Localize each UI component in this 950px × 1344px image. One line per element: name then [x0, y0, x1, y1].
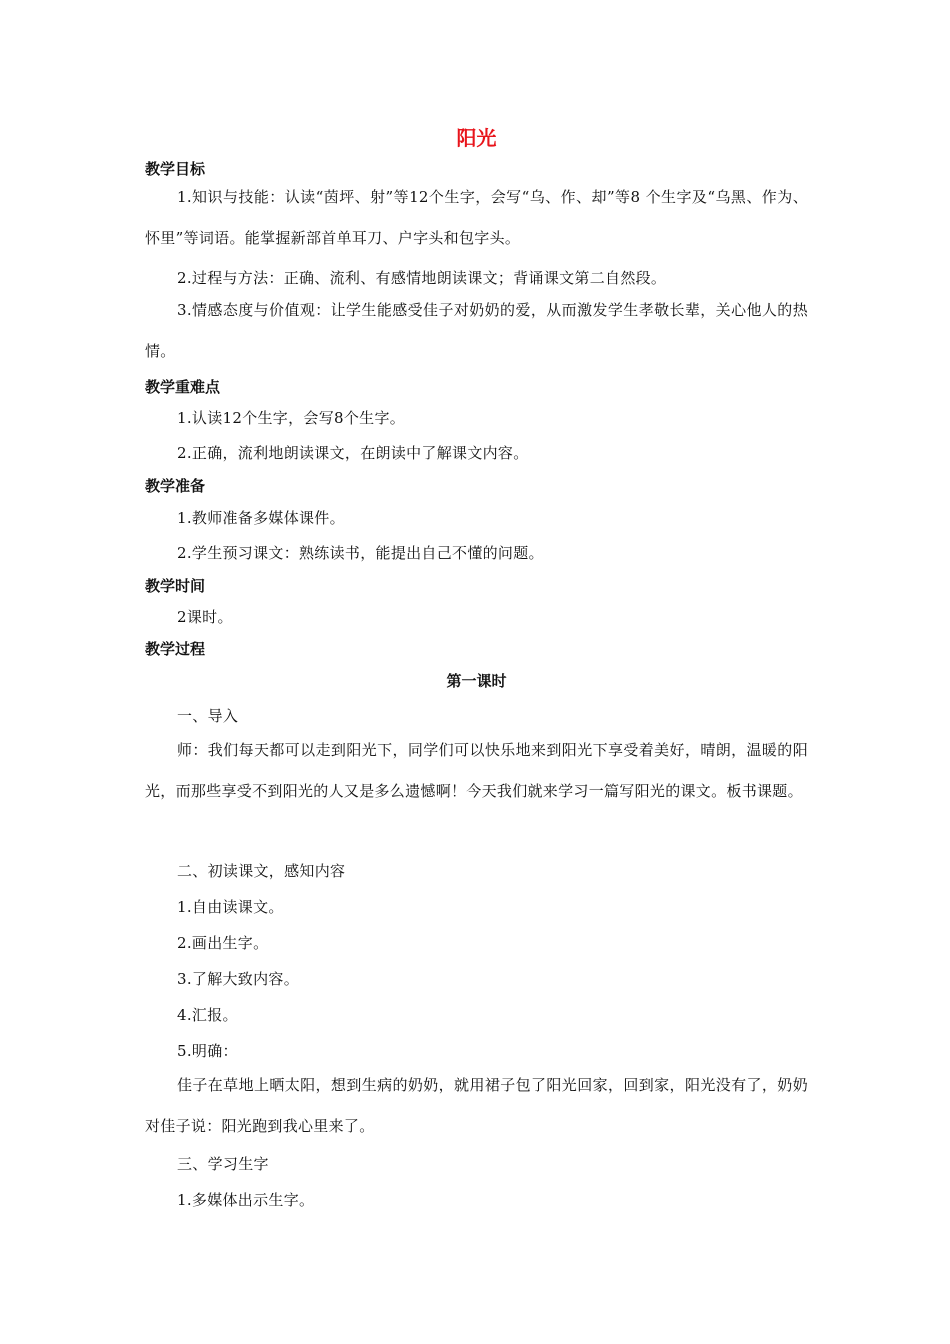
reading-step-2: 2.画出生字。 — [177, 934, 269, 952]
step-intro-heading: 一、导入 — [177, 707, 239, 725]
lesson-title: 第一课时 — [446, 672, 507, 690]
heading-teaching-process: 教学过程 — [145, 640, 206, 658]
step-first-reading-heading: 二、初读课文，感知内容 — [177, 862, 346, 880]
teaching-time-text: 2课时。 — [177, 608, 233, 626]
story-summary-paragraph: 佳子在草地上晒太阳，想到生病的奶奶，就用裙子包了阳光回家，回到家，阳光没有了，奶奶对佳子说：阳光跑到我心里来了。 — [145, 1076, 808, 1135]
document-page — [145, 0, 808, 1344]
step-learn-characters-heading: 三、学习生字 — [177, 1155, 269, 1173]
goal-item-2: 2.过程与方法：正确、流利、有感情地朗读课文；背诵课文第二自然段。 — [177, 269, 667, 287]
heading-preparation: 教学准备 — [145, 477, 206, 495]
key-point-2: 2.正确，流利地朗读课文，在朗读中了解课文内容。 — [177, 444, 529, 462]
heading-teaching-time: 教学时间 — [145, 577, 206, 595]
preparation-item-1: 1.教师准备多媒体课件。 — [177, 509, 345, 527]
teacher-intro-paragraph: 师：我们每天都可以走到阳光下，同学们可以快乐地来到阳光下享受着美好，晴朗，温暖的阳光，而那些享受不到阳光的人又是多么遗憾啊！今天我们就来学习一篇写阳光的课文。板书课题。 — [145, 741, 808, 800]
reading-step-1: 1.自由读课文。 — [177, 898, 284, 916]
heading-key-points: 教学重难点 — [145, 378, 221, 396]
learn-characters-step-1: 1.多媒体出示生字。 — [177, 1191, 315, 1209]
preparation-item-2: 2.学生预习课文：熟练读书，能提出自己不懂的问题。 — [177, 544, 544, 562]
reading-step-5: 5.明确： — [177, 1042, 238, 1060]
reading-step-3: 3.了解大致内容。 — [177, 970, 300, 988]
goal-item-3: 3.情感态度与价值观：让学生能感受佳子对奶奶的爱，从而激发学生孝敬长辈，关心他人的热情。 — [145, 301, 808, 360]
heading-teaching-goals: 教学目标 — [145, 160, 206, 178]
goal-item-1: 1.知识与技能：认读“茵坪、射”等12个生字，会写“乌、作、却”等8 个生字及“乌黑、作为、怀里”等词语。能掌握新部首单耳刀、户字头和包字头。 — [145, 188, 808, 247]
reading-step-4: 4.汇报。 — [177, 1006, 238, 1024]
key-point-1: 1.认读12个生字，会写8个生字。 — [177, 409, 406, 427]
document-title: 阳光 — [456, 126, 497, 150]
